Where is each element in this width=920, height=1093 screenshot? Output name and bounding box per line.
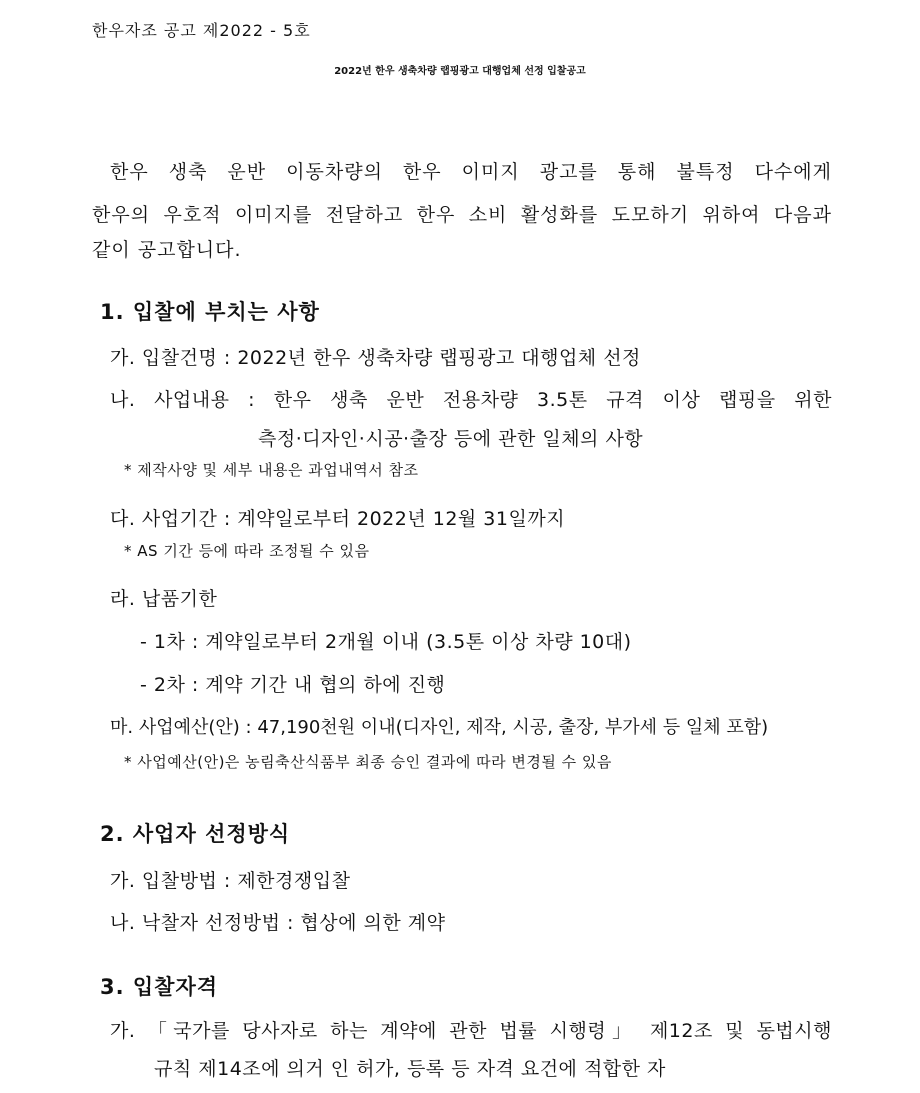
section-2-item-na: 나. 낙찰자 선정방법 : 협상에 의한 계약 (110, 912, 446, 934)
section-1-note-na: * 제작사양 및 세부 내용은 과업내역서 참조 (124, 461, 419, 479)
section-1-item-ra: 라. 납품기한 (110, 588, 218, 610)
section-1-note-da: * AS 기간 등에 따라 조정될 수 있음 (124, 542, 370, 560)
notice-title: 2022년 한우 생축차량 랩핑광고 대행업체 선정 입찰공고 (334, 66, 586, 77)
section-1-item-ma: 마. 사업예산(안) : 47,190천원 이내(디자인, 제작, 시공, 출장, 부가세 등 일체 포함) (110, 717, 769, 738)
section-1-item-na-cont: 측정·디자인·시공·출장 등에 관한 일체의 사항 (258, 428, 644, 450)
section-1-item-ra-2: - 2차 : 계약 기간 내 협의 하에 진행 (140, 674, 446, 696)
document-number: 한우자조 공고 제2022 - 5호 (92, 21, 311, 40)
section-1-item-ra-1: - 1차 : 계약일로부터 2개월 이내 (3.5톤 이상 차량 10대) (140, 631, 632, 653)
intro-line-1: 한우 생축 운반 이동차량의 한우 이미지 광고를 통해 불특정 다수에게 (110, 161, 832, 183)
section-1-heading: 1. 입찰에 부치는 사항 (100, 300, 320, 324)
section-3-heading: 3. 입찰자격 (100, 975, 219, 999)
intro-line-2: 한우의 우호적 이미지를 전달하고 한우 소비 활성화를 도모하기 위하여 다음과 (92, 204, 832, 226)
section-1-note-ma: * 사업예산(안)은 농림축산식품부 최종 승인 결과에 따라 변경될 수 있음 (124, 753, 612, 771)
section-1-item-da: 다. 사업기간 : 계약일로부터 2022년 12월 31일까지 (110, 508, 566, 530)
intro-line-3: 같이 공고합니다. (92, 239, 242, 261)
section-2-item-ga: 가. 입찰방법 : 제한경쟁입찰 (110, 870, 351, 892)
section-2-heading: 2. 사업자 선정방식 (100, 822, 291, 846)
section-1-item-ga: 가. 입찰건명 : 2022년 한우 생축차량 랩핑광고 대행업체 선정 (110, 347, 641, 369)
section-3-item-ga: 가. 「국가를 당사자로 하는 계약에 관한 법률 시행령」 제12조 및 동법시행 (110, 1020, 832, 1042)
section-3-item-ga-cont: 규칙 제14조에 의거 인 허가, 등록 등 자격 요건에 적합한 자 (154, 1058, 666, 1080)
section-1-item-na: 나. 사업내용 : 한우 생축 운반 전용차량 3.5톤 규격 이상 랩핑을 위한 (110, 389, 832, 411)
